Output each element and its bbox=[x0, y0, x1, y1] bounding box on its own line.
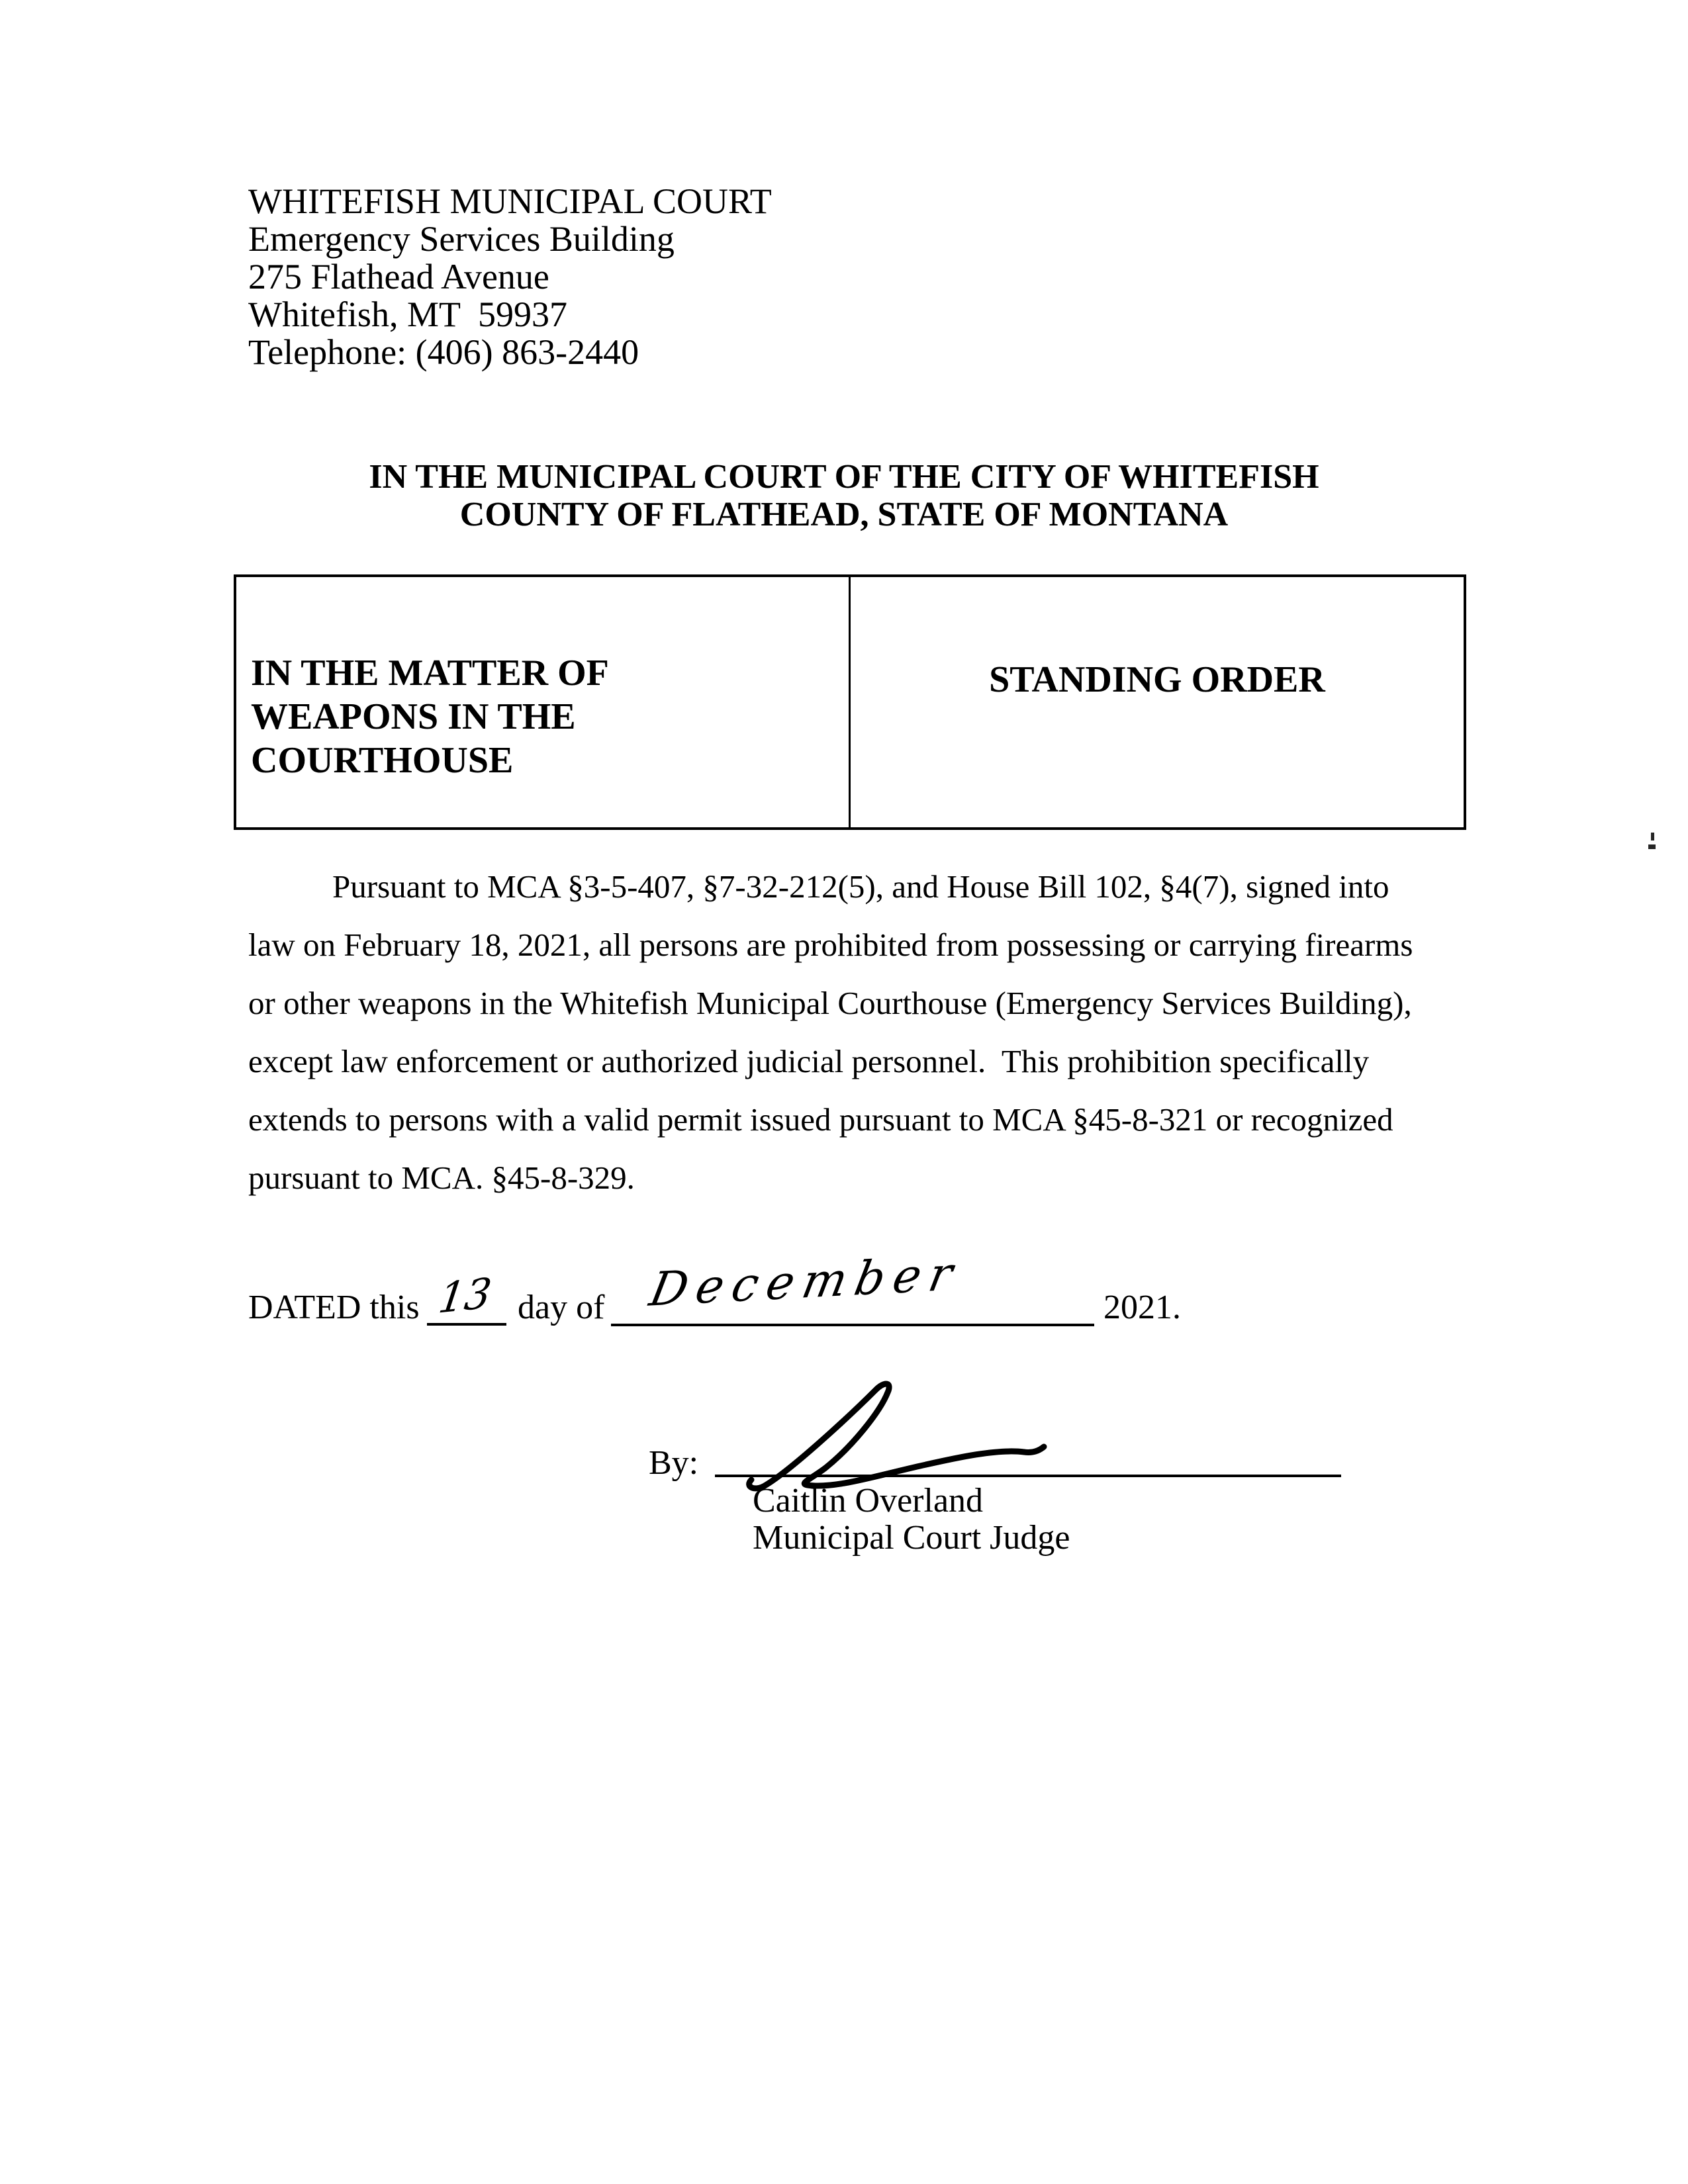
month-blank-underline bbox=[611, 1324, 1094, 1326]
caption-box-divider bbox=[849, 577, 851, 827]
body-line: Pursuant to MCA §3-5-407, §7-32-212(5), and House Bill 102, §4(7), signed into bbox=[332, 868, 1389, 905]
body-line: law on February 18, 2021, all persons are prohibited from possessing or carrying firearms bbox=[248, 927, 1413, 963]
body-line: pursuant to MCA. §45-8-329. bbox=[248, 1160, 635, 1196]
matter-line2: WEAPONS IN THE bbox=[251, 696, 576, 737]
matter-line1: IN THE MATTER OF bbox=[251, 653, 609, 694]
day-blank-underline bbox=[427, 1323, 506, 1326]
signer-name: Caitlin Overland bbox=[753, 1482, 984, 1520]
body-line: or other weapons in the Whitefish Municipal Courthouse (Emergency Services Building), bbox=[248, 985, 1412, 1021]
address-street: 275 Flathead Avenue bbox=[248, 257, 549, 296]
letterhead bbox=[248, 183, 772, 371]
handwritten-month: December bbox=[645, 1246, 966, 1317]
dated-middle: day of bbox=[518, 1289, 605, 1326]
court-name: WHITEFISH MUNICIPAL COURT bbox=[248, 181, 772, 221]
body-line: except law enforcement or authorized judicial personnel. This prohibition specifically bbox=[248, 1043, 1370, 1079]
handwritten-day: 13 bbox=[436, 1268, 494, 1323]
court-title-line1: IN THE MUNICIPAL COURT OF THE CITY OF WHITEFISH bbox=[369, 458, 1319, 496]
order-body-paragraph bbox=[248, 858, 1460, 1207]
court-title-line2: COUNTY OF FLATHEAD, STATE OF MONTANA bbox=[459, 496, 1229, 533]
address-city-state-zip: Whitefish, MT 59937 bbox=[248, 295, 567, 334]
signer-block bbox=[753, 1482, 1070, 1557]
address-building: Emergency Services Building bbox=[248, 219, 675, 259]
by-label: By: bbox=[649, 1444, 699, 1482]
body-line: extends to persons with a valid permit issued pursuant to MCA §45-8-321 or recognized bbox=[248, 1101, 1393, 1138]
signer-title: Municipal Court Judge bbox=[753, 1519, 1070, 1557]
scan-artifact bbox=[1648, 844, 1656, 849]
matter-caption bbox=[251, 651, 609, 782]
dated-prefix: DATED this bbox=[248, 1289, 420, 1326]
address-telephone: Telephone: (406) 863-2440 bbox=[248, 332, 639, 372]
dated-year: 2021. bbox=[1103, 1289, 1181, 1326]
court-title bbox=[0, 458, 1688, 533]
scan-artifact bbox=[1651, 833, 1654, 841]
caption-box bbox=[234, 574, 1466, 830]
matter-line3: COURTHOUSE bbox=[251, 740, 514, 781]
signature-underline bbox=[715, 1475, 1341, 1477]
order-type-label: STANDING ORDER bbox=[989, 659, 1325, 700]
order-type-caption bbox=[851, 658, 1464, 702]
